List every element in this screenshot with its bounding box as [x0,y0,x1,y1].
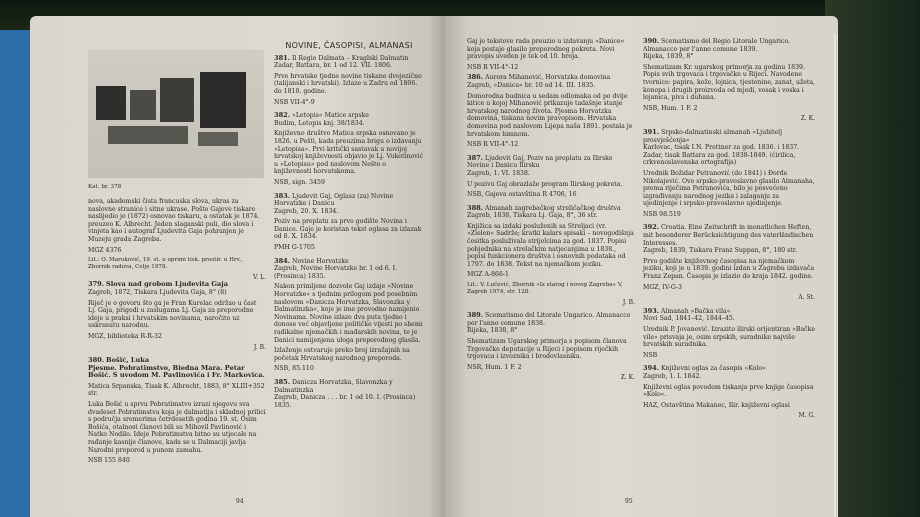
entry-title: Almanah zagrebačkog streličačkog društva [485,204,621,212]
entry-imprint: Zagreb, »Danica« br. 10 od 14. III. 1835. [467,81,596,89]
entry-location: HAZ, Ostavština Makanec, Ilir. književni oglasi [643,401,790,409]
literature: Lit.: O. Maruković, 19. st. u oprimi tisk. prostir. u Hrv., Zbornik radova, Celje 1978. [88,257,243,270]
entry-text: Domorodna budnica u sedam odlomaka od po dvije kitice u kojoj Mihanović prikazuje tadašnje stanje hrvatskog narodnog života. Pjesma Horvatzka domovina, tiskana novim pravopisom. Hrvatska domovina pod naslovom Lijepa naša 1891. postala je hrvatskom himnom. [467,92,633,138]
signature: Z. K. [620,374,635,382]
entry-388 [467,205,635,307]
entry-imprint: Zagreb, 1839, Tiskara Franz Suppan, 8°, 180 str. [643,247,798,255]
entry-381 [274,55,424,107]
entry-imprint: Novi Sad, 1841–42, 1844–45. [643,315,735,323]
entry-imprint: Budim, Letopis knj. 38/1834. [274,119,365,127]
entry-location: NSB, Hum. 1 F. 2 [643,104,698,112]
entry-number: 380. [88,356,105,365]
location: NSB R VII-4°-12 [467,63,519,71]
signature: M. G. [798,412,815,420]
entry-number: 386. [467,73,484,82]
entry-382 [274,112,424,186]
entry-number: 393. [643,306,660,315]
entry-title: Il Regio Dalmata – Kraglski Dalmatin [292,54,409,62]
entry-title: Slova nad grobom Ljudevita Gaja [106,280,228,289]
entry-location: MGZ, IV-G-3 [643,283,682,291]
signature: J. B. [622,298,635,306]
figure-caption: Kat. br. 378 [88,184,122,190]
right-right-column [643,38,815,426]
entry-imprint: Matica Srpanska, Tisak K. Albrecht, 1883, 8° XLIII+352 str. [88,382,265,398]
entry-location: MGZ, biblioteka R-R-32 [88,332,162,340]
page-number: 95 [625,498,633,505]
entry-title: Ljudevit Gaj, Poziv na preplatu za Ilirske Novine i Danicu Ilirsku [467,154,613,170]
entry-title: Scematismo del Litorale Ungarico. Almanacco per l'anno comune 1838. [467,312,631,327]
entry-393 [643,308,815,360]
entry-385 [274,379,424,409]
printing-type-figure [88,50,264,178]
entry-number: 387. [467,153,484,162]
location: MGZ 4376 [88,246,122,254]
entry-title: Ljudevit Gaj, Oglasz (za) Novine Horvatzke i Danicu [274,192,394,208]
entry-title: Bošić, Luka [106,356,150,365]
entry-location: MGZ A-866-1 [467,271,509,279]
entry-imprint: Zadar, Battara, br. 1 od 12. VII. 1806. [274,62,392,70]
entry-389 [467,312,635,382]
entry-subtitle: Pjesme. Pobratimstvo, Biedna Mara. Petar Bošić. S uvodom M. Pavlinovića i Fr. Markovica. [88,363,265,380]
entry-text: U pozivu Gaj obrazlaže program Ilirskog pokreta. [467,180,623,188]
entry-title: Književni oglas za časopis »Kolo« [661,365,766,373]
intro-text: Gaj je tekstove rada preuzio u izdavanju »Danice« koja postaje glasilo preporodnog pokreta. Novi pravopis uveden je tek od 10. broja. [467,38,625,61]
signature: V. L. [253,273,266,281]
entry-imprint: Karlovac, tisak I.N. Prettner za god. 1836. i 1837. Zadar, tisak Battara za god. 1838-1849. (ćirilica, crkvenoslavenska ortografija) [643,144,800,167]
entry-text: Urednik Božidar Petranović (do 1841) i Đorđe Nikolajević. Ovo srpsko-pravoslavno glasilo Almanaha, prema riječima Petranovića, bilo je posvećeno izgrađivanju narodnog jezika i zalaganju za ujedinjenje i srpsko-pravoslavno ujedinjenje. [643,169,815,208]
open-book [18,16,838,517]
entry-title: Danicza Horvatzka, Slavonzka y Dalmatinzka [274,378,393,394]
entry-text: Književni oglas povodom tiskanja prve knjige časopisa »Kolo«. [643,383,814,399]
entry-text: Poziv na preplatu za prvo godište Novina i Danice. Gaje je koristan tekst oglasa za izlazak od 8. X. 1834. [274,218,422,241]
entry-394 [643,365,815,420]
entry-imprint: Rijeka, 1839, 8° [643,53,694,61]
entry-text: Riječ je o govoru što ga je Fran Kurelac održao u čast Lj. Gaja, prigodi u zaslugama Lj. Gaja za preporodne ideje u praksi i hrvatskim novinama, naročito uz uskrsnutu narodnu. [88,299,257,330]
entry-location: PMH G-1705 [274,244,315,252]
entry-location: NSR, Hum. 1 F. 2 [467,363,522,371]
entry-imprint: Rijeka, 1838, 8° [467,327,518,335]
entry-location: NSB, 85.110 [274,365,314,373]
page-number: 94 [236,498,244,505]
entry-location: NSB [643,351,658,359]
signature: Z. K. [800,115,815,123]
entry-379 [88,281,266,351]
entry-384 [274,258,424,373]
entry-location: NSB 98.519 [643,210,681,218]
entry-number: 388. [467,203,484,212]
background-right [825,0,920,517]
entry-number: 385. [274,377,291,386]
entry-imprint: Zagreb, Danicza . . . br. 1 od 10. I. (Prosinca) 1835. [274,394,416,409]
entry-imprint: Zagreb, 20. X. 1834. [274,207,339,215]
entry-text: Književno društvo Matica srpska osnovano je 1826. u Pešti, kada preuzima brigu o izdavanju »Letopisa«. Prvi kritički sastavak u novijoj hrvatskoj književnosti objavio je Lj. Vukotinović u »Letopisu« pod naslovom Nešto o književnosti horvatskoma. [274,130,424,176]
entry-text: Urednik P. Jovanović. Izrazito ilirski orijentiran »Bačke vile« prisvaja je, osim srpskih, suradnike najviše hrvatskih suradnika. [643,326,816,349]
page-edges [834,34,838,517]
entry-imprint: Zagreb, Novine Horvatzke br. 1 od 6. I. (Prosinca) 1835. [274,265,398,280]
middle-column [274,42,424,415]
entry-imprint: Zagreb, 1. I. 1842. [643,372,702,380]
entry-title: Almanah »Bačka vila« [661,307,731,315]
entry-number: 391. [643,127,660,136]
right-page [445,16,838,517]
entry-title: Srpsko-dalmatinski almanah »Ljubitelj prosvješćenja« [643,128,783,144]
entry-380 [88,357,266,465]
entry-392 [643,224,815,301]
entry-text: Prve hrvatske tjedne novine tiskane dvojezično (talijanski i hrvatski). Izlaze u Zadru od 1806. do 1810. godine. [274,72,422,95]
signature: J. B. [253,343,266,351]
left-column [88,198,266,471]
entry-383 [274,193,424,252]
entry-imprint: Zagreb, 1838, Tiskara Lj. Gaja, 8°, 36 str. [467,212,598,220]
entry-number: 381. [274,53,291,62]
entry-imprint: Zagreb, 1872, Tiskara Ljudevita Gaja, 8° (8) [88,288,227,296]
entry-text: Izlaženje ostvaruje preko broj izražajnih na početak Hrvatskog narodnog preporoda. [274,347,410,362]
entry-text: Prvo godište književnog časopisa na njemačkom jeziku, koji je u 1839. godini izdan u Zagrebu izdavača Franz Zepan. Časopis je izlazio do kraja 1842. godine. [643,257,815,281]
intro-text: nova, akademski čista francuska slova, ukras za naslovne stranice i sitne ukrase. Pošto Gajeve tiskare naslijedio je (1872) osnovao tiskaru, a ostatak je 1874. preuzeo K. Albrecht. Jeden slaganski puli, dio slova i vinjeta kao i autograf Ljudevita Gaja pohranjen je Muzeju grada Zagreba. [88,198,260,243]
entry-text: Knjižica sa izdaki posluženih sa Streljaci (vr. »Zielen« Sadrže; kratki kalars spisaki – novogodišnja česitka posluživala strijelcima za god. 1837. Popisi pobjednika na strelačkim natjecanjima u 1838., popisi funkcionera društva i osnovnih podataka od 1797. do 1838. Tekst na njemačkom jeziku. [467,222,634,268]
entry-number: 379. [88,280,105,289]
entry-number: 383. [274,191,291,200]
entry-location: NSB 155 840 [88,457,130,465]
entry-literature: Lit.: V. Lučević, Zbornik »Iz starog i novog Zagreba« V, Zagreb 1974, str. 128. [467,282,623,295]
entry-391 [643,129,815,219]
entry-title: Scematismo del Regio Litorale Ungarico. Almanacco per l'anno comune 1839. [643,38,791,53]
entry-number: 392. [643,223,660,232]
entry-text: Luka Bošić u sprvu Pobratimstvo izrazi njegovu sva dvadeset Pobratimstva koja je dalmatija i skladnoj prilici s područja sremerima četrdesetih godina 19. st. Osim Bošića, otalnost članovi bili su Mihovil Pavlinović i Natko Nodilo. Ideje Pobratimstva bitno su utjecale na rađanje kasnije članove, kada se u Dalmaciji javlja Narodni preporod u punom zamahu. [88,401,266,454]
entry-text: Shematizam Kr. ugarskog primorja za godinu 1839. Popis svih trgovaca i trgovačke u Rijeci. Navodene tvornice: papira, kože, lojnica, tjestenine, zanat, užeta, konopa i drugih proizvoda od mjedi, vosak i voska i lojanica, piva i duhana. [643,63,816,102]
entry-number: 394. [643,364,660,373]
entry-387 [467,155,635,199]
entry-imprint: Zagreb, 1. VI. 1838. [467,169,530,177]
entry-text: Shematizam Ugarskog primorja s popisom članova Trgovačke deputacije u Rijeci i popisom riječkih trgovaca i izvoznika i brodovlasnika. [467,338,627,361]
entry-390 [643,38,815,123]
entry-title: »Letopis« Matice srpske [292,112,369,120]
entry-location: NSB, Gajeva ostavština R 4706, 16 [467,191,577,199]
entry-location: NSB, sign. 3459 [274,178,325,186]
entry-number: 384. [274,256,291,265]
entry-number: 390. [643,37,660,45]
entry-title: Croatia. Eine Zeitschrift in monatlichen Heften, mit besonderer Berücksichtigung des vaterländischen Interesses. [643,224,814,247]
left-page [30,16,445,517]
entry-location: NSB VII-4°-9 [274,98,315,106]
signature: A. St. [798,294,815,302]
entry-location: NSB R VII-4°-12 [467,141,519,149]
entry-number: 389. [467,311,484,320]
entry-text: Nakon primljene dozvole Gaj izdaje »Novine Horvatzke« s tjednim prilogom pod posebnim naslovom »Danicza Horvatzka, Slavonzka y Dalmatinzka«, koje je ime provodno namijenio Novinama. Novine izlaze dva puta tjedno i donose već objavljene političke vijesti po shemi radikalne njemačkih i mađarskih novina, te je Danici namijenjena uloga preporodnog glasila. [274,283,423,344]
entry-title: Aurora Mihanović, Horvatzka domovina [485,74,611,82]
right-left-column [467,38,635,388]
entry-number: 382. [274,111,291,120]
section-heading: NOVINE, ČASOPISI, ALMANASI [285,41,413,50]
entry-title: Novine Horvatzke [292,257,349,265]
entry-386 [467,74,635,148]
